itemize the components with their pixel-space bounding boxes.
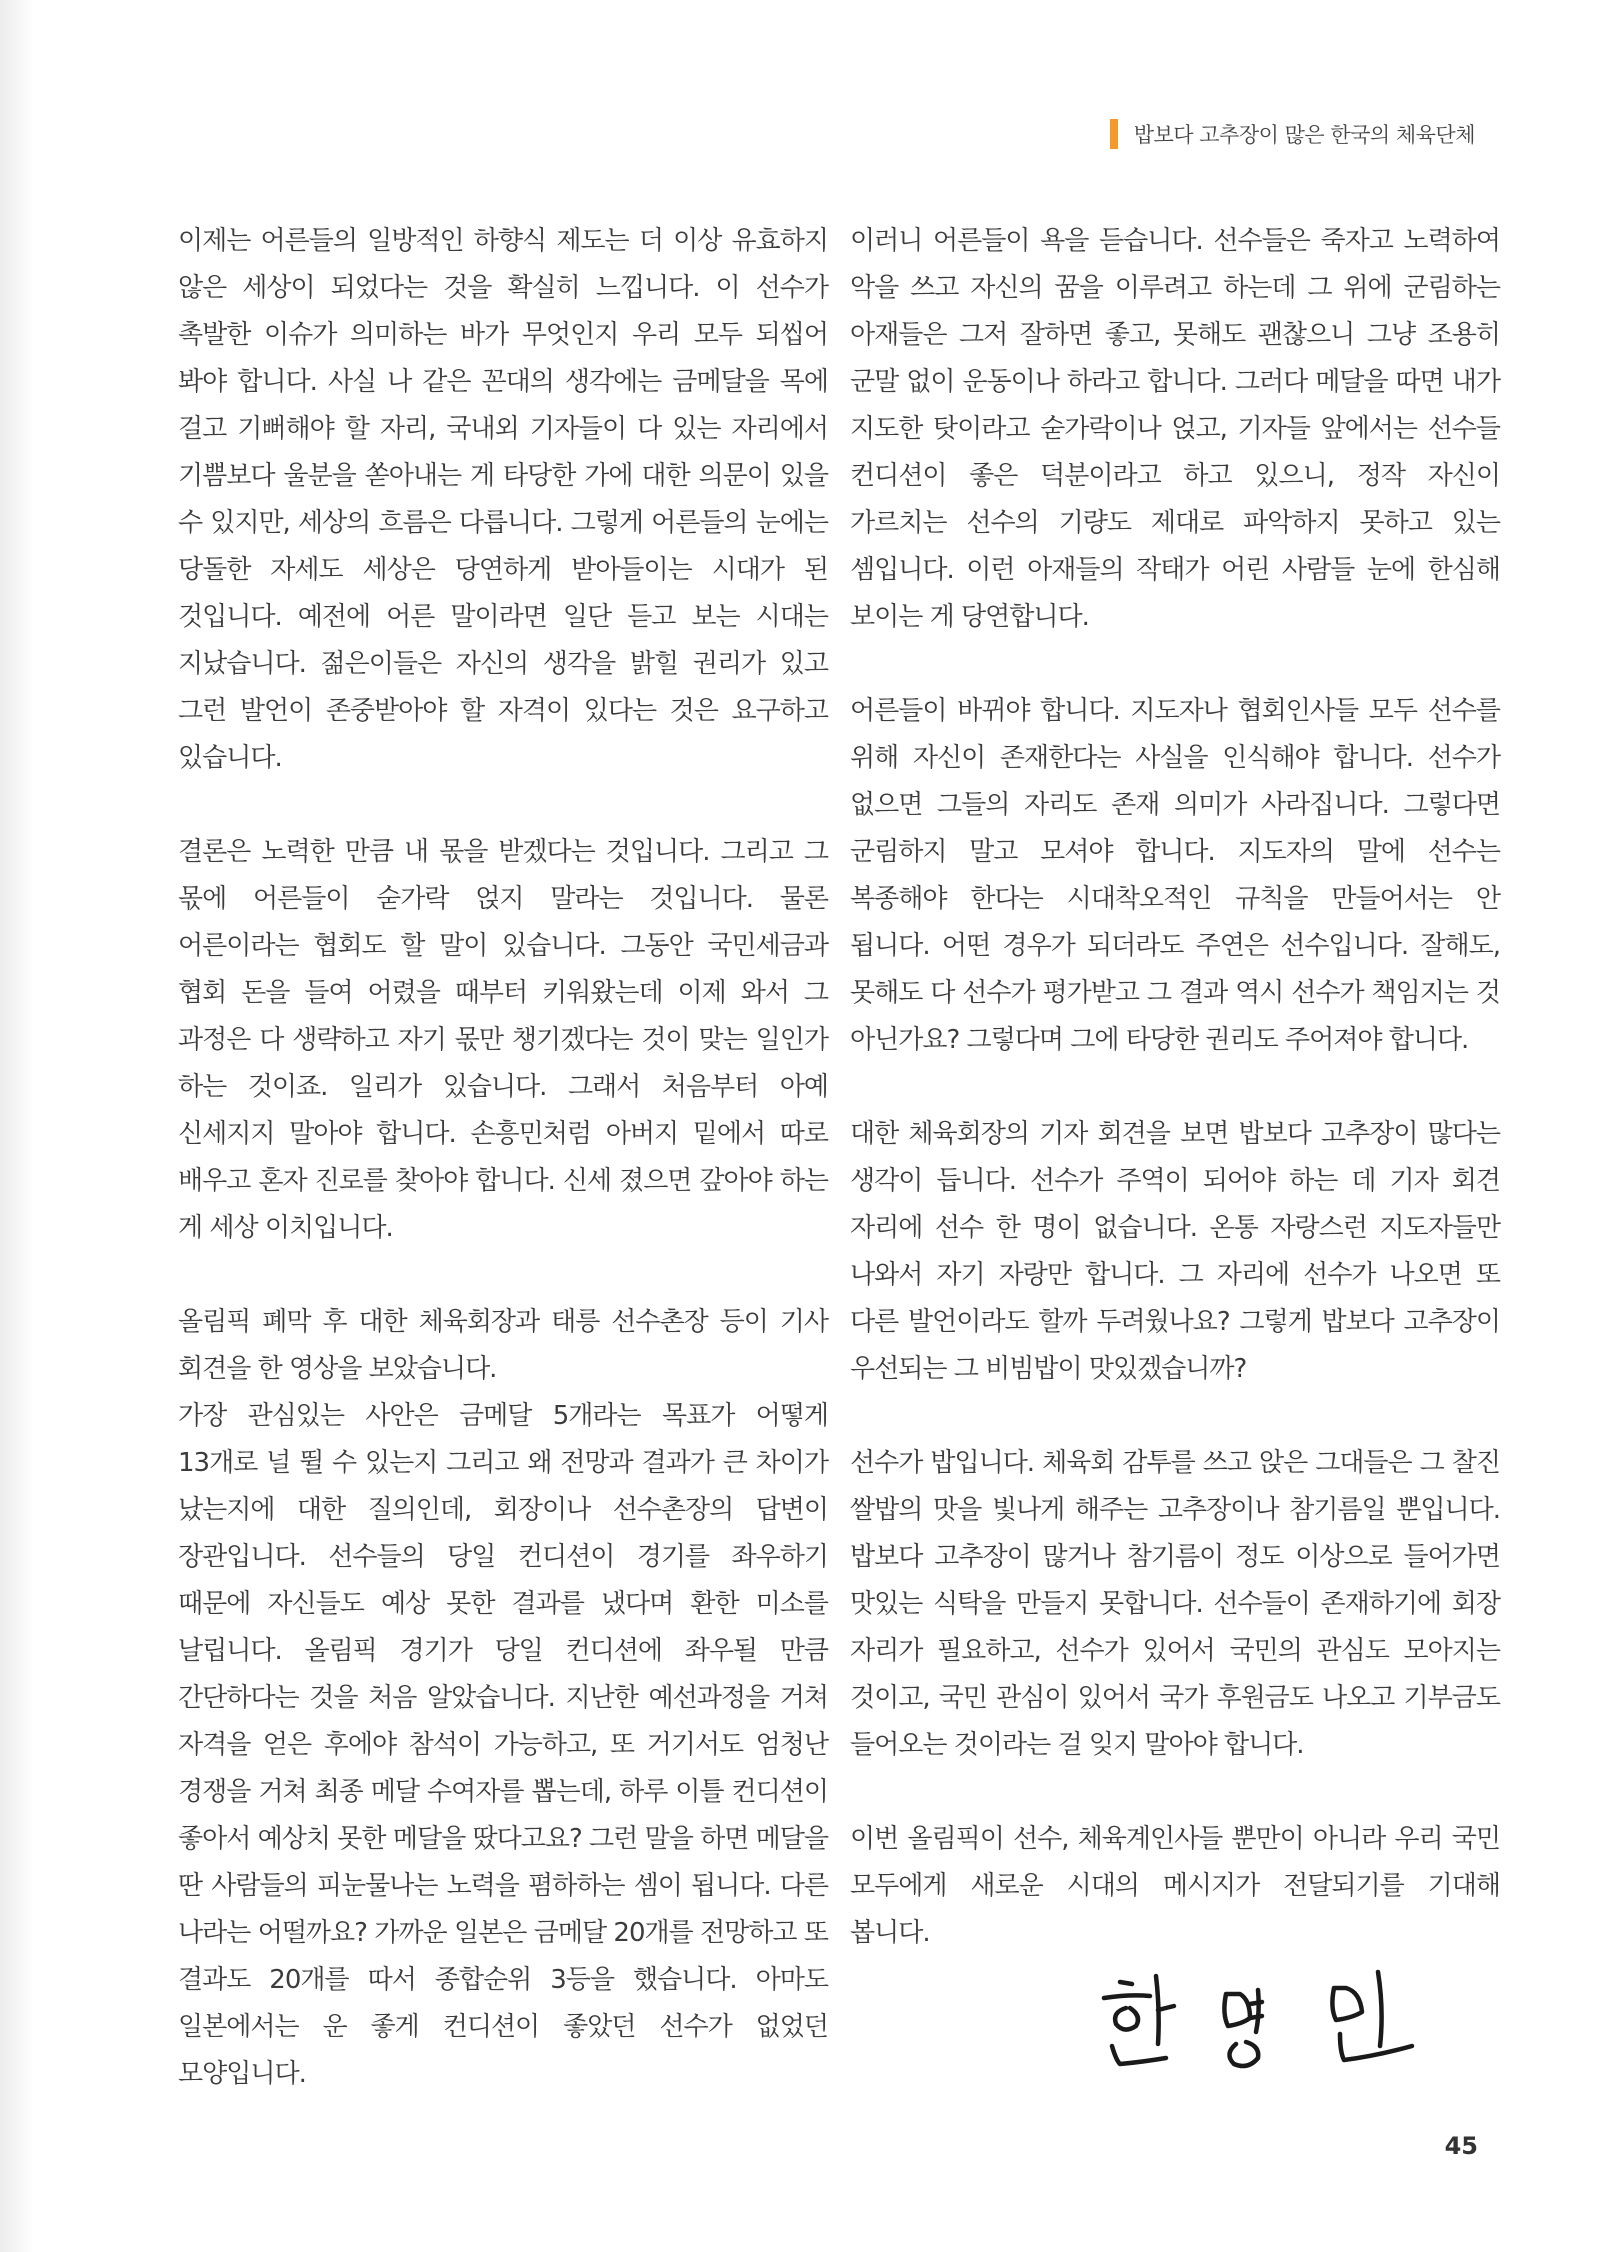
running-header (1110, 116, 1475, 152)
paragraph: 이번 올림픽이 선수, 체육계인사들 뿐만이 아니라 우리 국민 모두에게 새로운 시대의 메시지가 전달되기를 기대해 봅니다. (850, 1824, 1500, 1948)
header-accent-bar (1110, 119, 1118, 149)
paragraph: 선수가 밥입니다. 체육회 감투를 쓰고 앉은 그대들은 그 찰진 쌀밥의 맛을 빛나게 해주는 고추장이나 참기름일 뿐입니다. 밥보다 고추장이 많거나 참기름이 정도 이상으로 들어가면 맛있는 식탁을 만들지 못합니다. 선수들이 존재하기에 회장 자리가 필요하고, 선수가 있어서 국민의 관심도 모아지는 것이고, 국민 관심이 있어서 국가 후원금도 나오고 기부금도 들어오는 것이라는 걸 잊지 말아야 합니다. (850, 1448, 1500, 1760)
paragraph: 대한 체육회장의 기자 회견을 보면 밥보다 고추장이 많다는 생각이 듭니다. 선수가 주역이 되어야 하는 데 기자 회견 자리에 선수 한 명이 없습니다. 온통 자랑스런 지도자들만 나와서 자기 자랑만 합니다. 그 자리에 선수가 나오면 또 다른 발언이라도 할까 두려웠나요? 그렇게 밥보다 고추장이 우선되는 그 비빔밥이 맛있겠습니까? (850, 1119, 1500, 1384)
left-column (178, 218, 828, 2098)
paragraph: 이러니 어른들이 욕을 듣습니다. 선수들은 죽자고 노력하여 악을 쓰고 자신의 꿈을 이루려고 하는데 그 위에 군림하는 아재들은 그저 잘하면 좋고, 못해도 괜찮으니 그냥 조용히 군말 없이 운동이나 하라고 합니다. 그러다 메달을 따면 내가 지도한 탓이라고 숟가락이나 얹고, 기자들 앞에서는 선수들 컨디션이 좋은 덕분이라고 하고 있으니, 정작 자신이 가르치는 선수의 기량도 제대로 파악하지 못하고 있는 셈입니다. 이런 아재들의 작태가 어린 사람들 눈에 한심해 보이는 게 당연합니다. (850, 226, 1500, 632)
paragraph: 가장 관심있는 사안은 금메달 5개라는 목표가 어떻게 13개로 널 뛸 수 있는지 그리고 왜 전망과 결과가 큰 차이가 났는지에 대한 질의인데, 회장이나 선수촌장의 답변이 장관입니다. 선수들의 당일 컨디션이 경기를 좌우하기 때문에 자신들도 예상 못한 결과를 냈다며 환한 미소를 날립니다. 올림픽 경기가 당일 컨디션에 좌우될 만큼 간단하다는 것을 처음 알았습니다. 지난한 예선과정을 거쳐 자격을 얻은 후에야 참석이 가능하고, 또 거기서도 엄청난 경쟁을 거쳐 최종 메달 수여자를 뽑는데, 하루 이틀 컨디션이 좋아서 예상치 못한 메달을 땄다고요? 그런 말을 하면 메달을 딴 사람들의 피눈물나는 노력을 폄하하는 셈이 됩니다. 다른 나라는 어떨까요? 가까운 일본은 금메달 20개를 전망하고 또 결과도 20개를 따서 종합순위 3등을 했습니다. 아마도 일본에서는 운 좋게 컨디션이 좋았던 선수가 없었던 모양입니다. (178, 1401, 828, 2089)
header-title: 밥보다 고추장이 많은 한국의 체육단체 (1133, 123, 1475, 147)
page-number: 45 (1444, 2132, 1478, 2160)
paragraph: 어른들이 바뀌야 합니다. 지도자나 협회인사들 모두 선수를 위해 자신이 존재한다는 사실을 인식해야 합니다. 선수가 없으면 그들의 자리도 존재 의미가 사라집니다. 그렇다면 군림하지 말고 모셔야 합니다. 지도자의 말에 선수는 복종해야 한다는 시대착오적인 규칙을 만들어서는 안 됩니다. 어떤 경우가 되더라도 주연은 선수입니다. 잘해도, 못해도 다 선수가 평가받고 그 결과 역시 선수가 책임지는 것 아닌가요? 그렇다며 그에 타당한 권리도 주어져야 합니다. (850, 696, 1500, 1055)
right-column (850, 218, 1500, 1957)
paragraph: 이제는 어른들의 일방적인 하향식 제도는 더 이상 유효하지 않은 세상이 되었다는 것을 확실히 느낍니다. 이 선수가 촉발한 이슈가 의미하는 바가 무엇인지 우리 모두 되씹어 봐야 합니다. 사실 나 같은 꼰대의 생각에는 금메달을 목에 걸고 기뻐해야 할 자리, 국내외 기자들이 다 있는 자리에서 기쁨보다 울분을 쏟아내는 게 타당한 가에 대한 의문이 있을 수 있지만, 세상의 흐름은 다릅니다. 그렇게 어른들의 눈에는 당돌한 자세도 세상은 당연하게 받아들이는 시대가 된 것입니다. 예전에 어른 말이라면 일단 듣고 보는 시대는 지났습니다. 젊은이들은 자신의 생각을 밝힐 권리가 있고 그런 발언이 존중받아야 할 자격이 있다는 것은 요구하고 있습니다. (178, 226, 828, 773)
paragraph: 결론은 노력한 만큼 내 몫을 받겠다는 것입니다. 그리고 그 몫에 어른들이 숟가락 얹지 말라는 것입니다. 물론 어른이라는 협회도 할 말이 있습니다. 그동안 국민세금과 협회 돈을 들여 어렸을 때부터 키워왔는데 이제 와서 그 과정은 다 생략하고 자기 몫만 챙기겠다는 것이 맞는 일인가 하는 것이죠. 일리가 있습니다. 그래서 처음부터 아예 신세지지 말아야 합니다. 손흥민처럼 아버지 밑에서 따로 배우고 혼자 진로를 찾아야 합니다. 신세 졌으면 갚아야 하는 게 세상 이치입니다. (178, 837, 828, 1243)
author-signature (1090, 1960, 1470, 2080)
paragraph: 올림픽 폐막 후 대한 체육회장과 태릉 선수촌장 등이 기사 회견을 한 영상을 보았습니다. (178, 1307, 828, 1384)
page-edge-shadow (0, 0, 34, 2252)
